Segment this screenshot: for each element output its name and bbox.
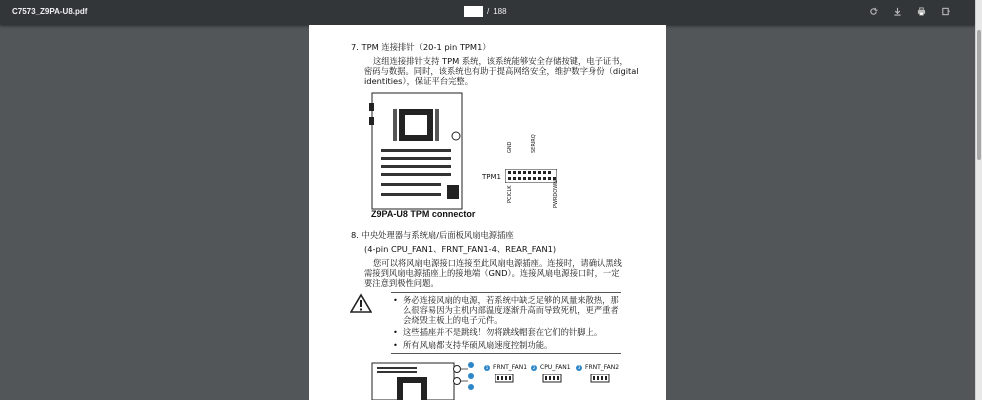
print-icon[interactable] xyxy=(916,6,926,17)
more-icon[interactable] xyxy=(940,6,950,17)
warning-line: 会烧毁主板上的电子元件。 xyxy=(403,315,503,325)
section8-paragraph-line: 需接到风扇电源插座上的接地端（GND）。连接风扇电源接口时，一定 xyxy=(364,268,620,278)
rotate-icon[interactable] xyxy=(868,6,878,17)
fan-number-icon: 3 xyxy=(577,364,581,370)
download-icon[interactable] xyxy=(892,6,902,17)
motherboard-diagram xyxy=(369,91,464,211)
tpm1-label: TPM1 xyxy=(482,173,501,181)
fan-label-frnt-fan1: 1 FRNT_FAN1 xyxy=(485,364,528,371)
warning-line: 么很容易因为主机内部温度逐渐升高而导致死机，更严重者 xyxy=(403,305,619,315)
fan-connectors xyxy=(495,374,615,400)
page-separator: / xyxy=(487,7,490,16)
divider xyxy=(391,353,621,354)
tpm-pin-label: SERIRQ xyxy=(531,134,537,153)
tpm-pin-label: PWRDOWN xyxy=(553,180,559,208)
section7-paragraph-line: identities），保证平台完整。 xyxy=(364,76,474,86)
fan-number-icon: 2 xyxy=(532,364,536,370)
pdf-page xyxy=(309,25,666,400)
pdf-toolbar xyxy=(0,0,975,25)
scrollbar-thumb[interactable] xyxy=(977,30,981,160)
page-navigator xyxy=(464,6,507,17)
tpm-pin-header xyxy=(505,169,557,183)
divider xyxy=(391,292,621,293)
total-pages: 188 xyxy=(493,7,507,16)
document-title: C7573_Z9PA-U8.pdf xyxy=(12,7,88,16)
section8-paragraph-line: 要注意到极性问题。 xyxy=(364,278,439,288)
tpm-pin-label: GND xyxy=(507,141,513,153)
bullet: • xyxy=(393,340,398,350)
warning-icon xyxy=(350,293,372,313)
warning-line: 这些插座并不是跳线！勿将跳线帽套在它们的针脚上。 xyxy=(403,327,603,337)
bullet: • xyxy=(393,295,398,305)
bullet: • xyxy=(393,327,398,337)
tpm-pin-label: PCICLK xyxy=(507,185,513,203)
tpm-connector-caption: Z9PA-U8 TPM connector xyxy=(371,209,476,219)
vertical-scrollbar[interactable] xyxy=(975,0,982,400)
section7-paragraph-line: 密码与数据。同时，该系统也有助于提高网络安全，维护数字身份（digital xyxy=(364,66,639,76)
fan-label-frnt-fan2: 3 FRNT_FAN2 xyxy=(577,364,620,371)
section7-paragraph-line: 这组连接排针支持 TPM 系统，该系统能够安全存储按键，电子证书， xyxy=(373,56,628,66)
section8-subheading: (4-pin CPU_FAN1、FRNT_FAN1-4、REAR_FAN1) xyxy=(364,244,557,254)
warning-line: 务必连接风扇的电源，若系统中缺乏足够的风量来散热，那 xyxy=(403,295,619,305)
section8-heading: 8. 中央处理器与系统扇/后面板风扇电源插座 xyxy=(351,230,514,240)
fan-number-icon: 1 xyxy=(485,364,489,370)
page-number-input[interactable] xyxy=(464,6,483,17)
fan-label-cpu-fan1: 2 CPU_FAN1 xyxy=(532,364,571,371)
fan-motherboard-diagram xyxy=(367,361,477,400)
warning-line: 所有风扇都支持华硕风扇速度控制功能。 xyxy=(403,340,553,350)
section8-paragraph-line: 您可以将风扇电源接口连接至此风扇电源插座。连接时，请确认黑线 xyxy=(373,258,622,268)
section7-heading: 7. TPM 连接排针（20-1 pin TPM1） xyxy=(351,42,491,52)
